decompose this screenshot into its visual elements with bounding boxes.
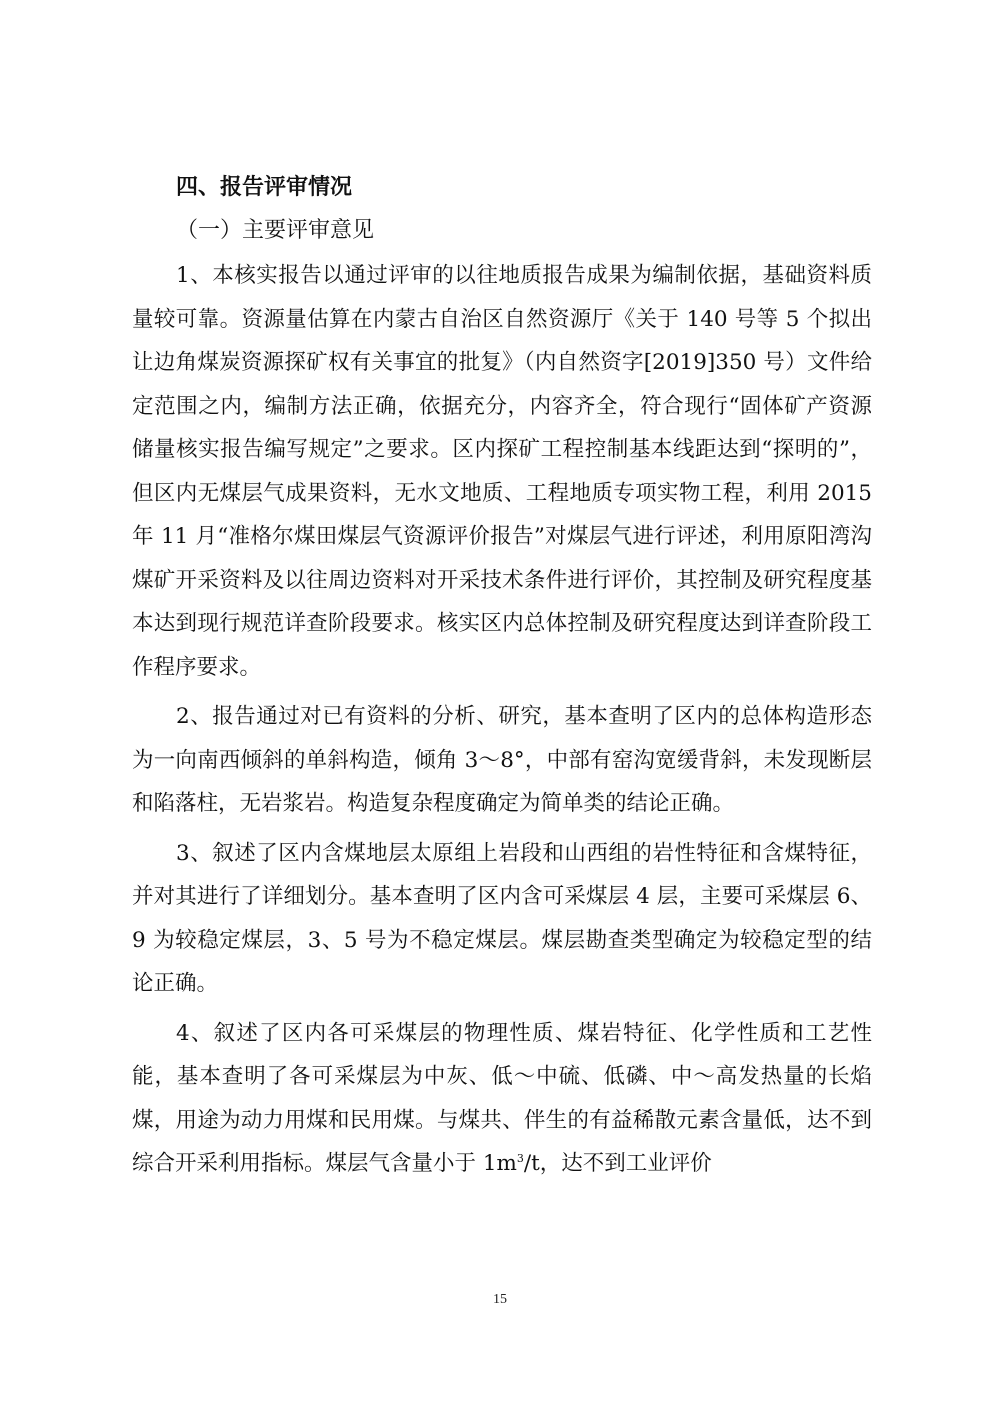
paragraph-4 — [132, 1012, 872, 1186]
page-content — [132, 168, 872, 1192]
paragraph-4-text-end: /t，达不到工业评价 — [523, 1151, 712, 1176]
paragraph-1: 1、本核实报告以通过评审的以往地质报告成果为编制依据，基础资料质量较可靠。资源量估算在内蒙古自治区自然资源厅《关于 140 号等 5 个拟出让边角煤炭资源探矿权有关事宜的批复》（内自然资字[2019]350 号）文件给定范围之内，编制方法正确，依据充分，内容齐全，符合现行“固体矿产资源储量核实报告编写规定”之要求。区内探矿工程控制基本线距达到“探明的”，但区内无煤层气成果资料，无水文地质、工程地质专项实物工程，利用 2015 年 11 月“准格尔煤田煤层气资源评价报告”对煤层气进行评述，利用原阳湾沟煤矿开采资料及以往周边资料对开采技术条件进行评价，其控制及研究程度基本达到现行规范详查阶段要求。核实区内总体控制及研究程度达到详查阶段工作程序要求。 — [132, 263, 872, 680]
paragraph-3: 3、叙述了区内含煤地层太原组上岩段和山西组的岩性特征和含煤特征，并对其进行了详细划分。基本查明了区内含可采煤层 4 层，主要可采煤层 6、9 为较稳定煤层，3、5 号为不稳定煤层。煤层勘查类型确定为较稳定型的结论正确。 — [132, 840, 872, 996]
section-title: 四、报告评审情况 — [176, 175, 353, 200]
paragraph-4-text: 4、叙述了区内各可采煤层的物理性质、煤岩特征、化学性质和工艺性能，基本查明了各可采煤层为中灰、低～中硫、低磷、中～高发热量的长焰煤，用途为动力用煤和民用煤。与煤共、伴生的有益稀散元素含量低，达不到综合开采利用指标。煤层气含量小于 1m — [132, 1020, 872, 1176]
paragraph-2: 2、报告通过对已有资料的分析、研究，基本查明了区内的总体构造形态为一向南西倾斜的单斜构造，倾角 3～8°，中部有窑沟宽缓背斜，未发现断层和陷落柱，无岩浆岩。构造复杂程度确定为简单类的结论正确。 — [132, 704, 872, 816]
subsection-title: （一）主要评审意见 — [176, 218, 375, 243]
unit-superscript: 3 — [516, 1151, 524, 1165]
page-number: 15 — [493, 1292, 507, 1307]
